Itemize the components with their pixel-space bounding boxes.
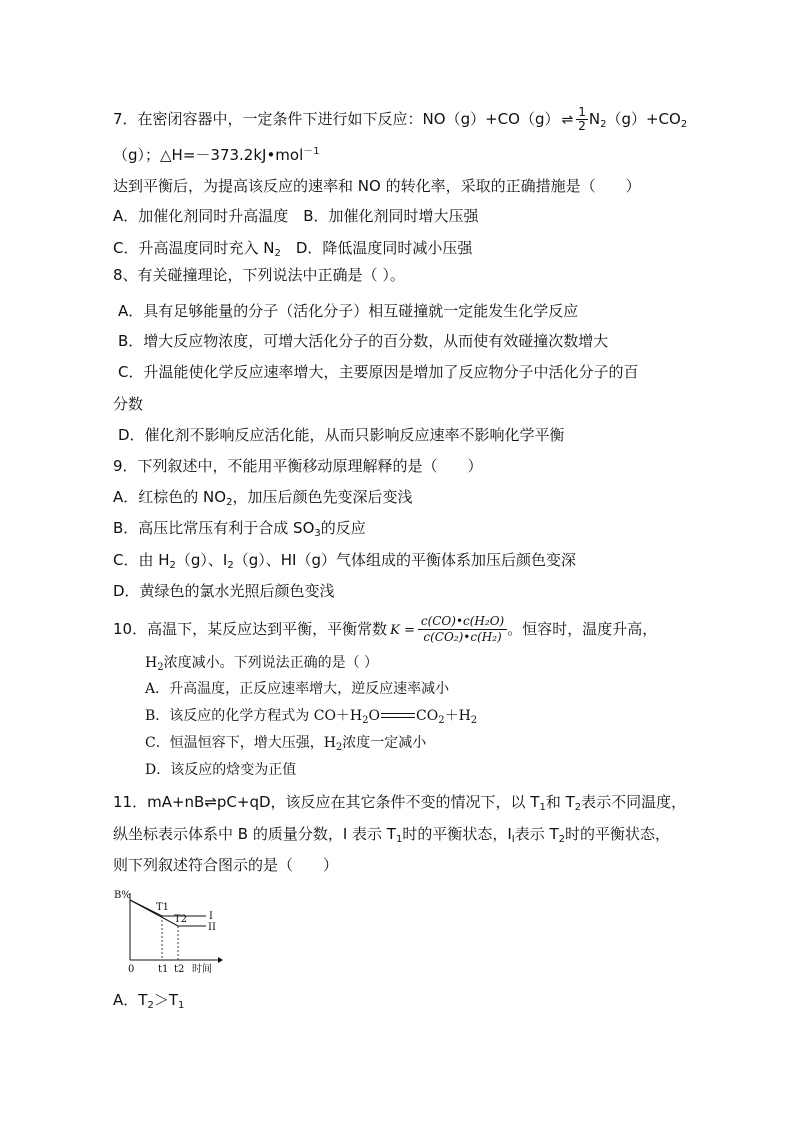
k-symbol: K =: [390, 623, 415, 638]
q7-options-ab: A．加催化剂同时升高温度 B．加催化剂同时增大压强: [113, 207, 479, 225]
q10-option-c: C．恒温恒容下，增大压强，$H_2$浓度一定减小: [145, 735, 427, 753]
q8-stem: 8、有关碰撞理论，下列说法中正确是（ ）。: [113, 266, 405, 284]
equilibrium-arrow: ⇌: [561, 112, 574, 128]
q10-option-d: D．该反应的焓变为正值: [145, 762, 297, 778]
x-axis-arrow: [218, 957, 223, 963]
label-T1: T1: [156, 902, 170, 913]
q10-stem: 10．高温下，某反应达到平衡，平衡常数 K = $\frac{\text{c(CO)•c(H₂O)}}{\text{c(CO₂)•c(H₂)}}$ 。恒容时，温度升高，: [113, 614, 658, 644]
q9-option-b: B．高压比常压有利于合成 $SO_3$的反应: [113, 519, 366, 539]
equilibrium-constant-fraction: $\frac{\text{c(CO)•c(H₂O)}}{\text{c(CO₂)•c(H₂)}}$: [418, 614, 507, 645]
fraction-one-half: $\frac{1}{2}$: [578, 105, 586, 133]
q8-option-c2: 分数: [113, 395, 144, 413]
q7-text: 7．在密闭容器中，一定条件下进行如下反应：NO（g）+CO（g）: [113, 110, 560, 128]
q7-line1: 7．在密闭容器中，一定条件下进行如下反应：NO（g）+CO（g） ⇌ $\frac{1}{2}$ $N_2(g)+CO_2$: [113, 105, 688, 133]
label-curve-i: I: [209, 911, 213, 922]
q7-options-cd: C．升高温度同时充入 $N_2$ D．降低温度同时减小压强: [113, 239, 473, 259]
graph-origin: 0: [128, 964, 135, 975]
q8-option-c1: C．升温能使化学反应速率增大，主要原因是增加了反应物分子中活化分子的百: [118, 363, 639, 381]
q9-option-d: D．黄绿色的氯水光照后颜色变浅: [113, 582, 335, 600]
q11-graph: [110, 888, 230, 978]
q7-line2: （g）；△H=－373.2kJ•mol$^{-1}$: [113, 146, 320, 164]
q10-option-b: B．该反应的化学方程式为 $CO+H_2O$ $CO_2+H_2$: [145, 708, 478, 726]
q11-option-a: A．$T_2>T_1$: [113, 991, 185, 1011]
q11-line2: 纵坐标表示体系中 B 的质量分数，I 表示 $T_1$时的平衡状态，$I_I$表示 $T_2$时的平衡状态，: [113, 825, 671, 845]
q9-stem: 9．下列叙述中，不能用平衡移动原理解释的是（ ）: [113, 457, 483, 475]
label-curve-ii: II: [208, 922, 216, 933]
tick-t2: t2: [174, 964, 185, 975]
q10-option-a: A．升高温度，正反应速率增大，逆反应速率减小: [145, 681, 450, 697]
q9-option-a: A．红棕色的 $NO_2$，加压后颜色先变深后变浅: [113, 488, 413, 508]
q8-option-a: A．具有足够能量的分子（活化分子）相互碰撞就一定能发生化学反应: [118, 302, 579, 320]
label-T2: T2: [174, 914, 188, 925]
q11-line1: 11．mA+nB⇌pC+qD，该反应在其它条件不变的情况下，以 $T_1$和 $T_2$表示不同温度，: [113, 793, 687, 813]
graph-xlabel: 时间: [192, 964, 212, 975]
tick-t1: t1: [158, 964, 169, 975]
q11-line3: 则下列叙述符合图示的是（ ）: [113, 856, 339, 874]
q9-option-c: C．由 $H_2(g)$、$I_2(g)$、HI（g）气体组成的平衡体系加压后颜色变深: [113, 551, 576, 571]
q8-option-b: B．增大反应物浓度，可增大活化分子的百分数，从而使有效碰撞次数增大: [118, 332, 609, 350]
q7-line3: 达到平衡后，为提高该反应的速率和 NO 的转化率，采取的正确措施是（ ）: [113, 177, 641, 195]
q10-line2: $H_2$浓度减小。下列说法正确的是（ ）: [145, 655, 379, 673]
graph-ylabel: B%: [114, 890, 131, 901]
double-line-equilibrium: [381, 712, 415, 720]
q8-option-d: D．催化剂不影响反应活化能，从而只影响反应速率不影响化学平衡: [118, 426, 565, 444]
